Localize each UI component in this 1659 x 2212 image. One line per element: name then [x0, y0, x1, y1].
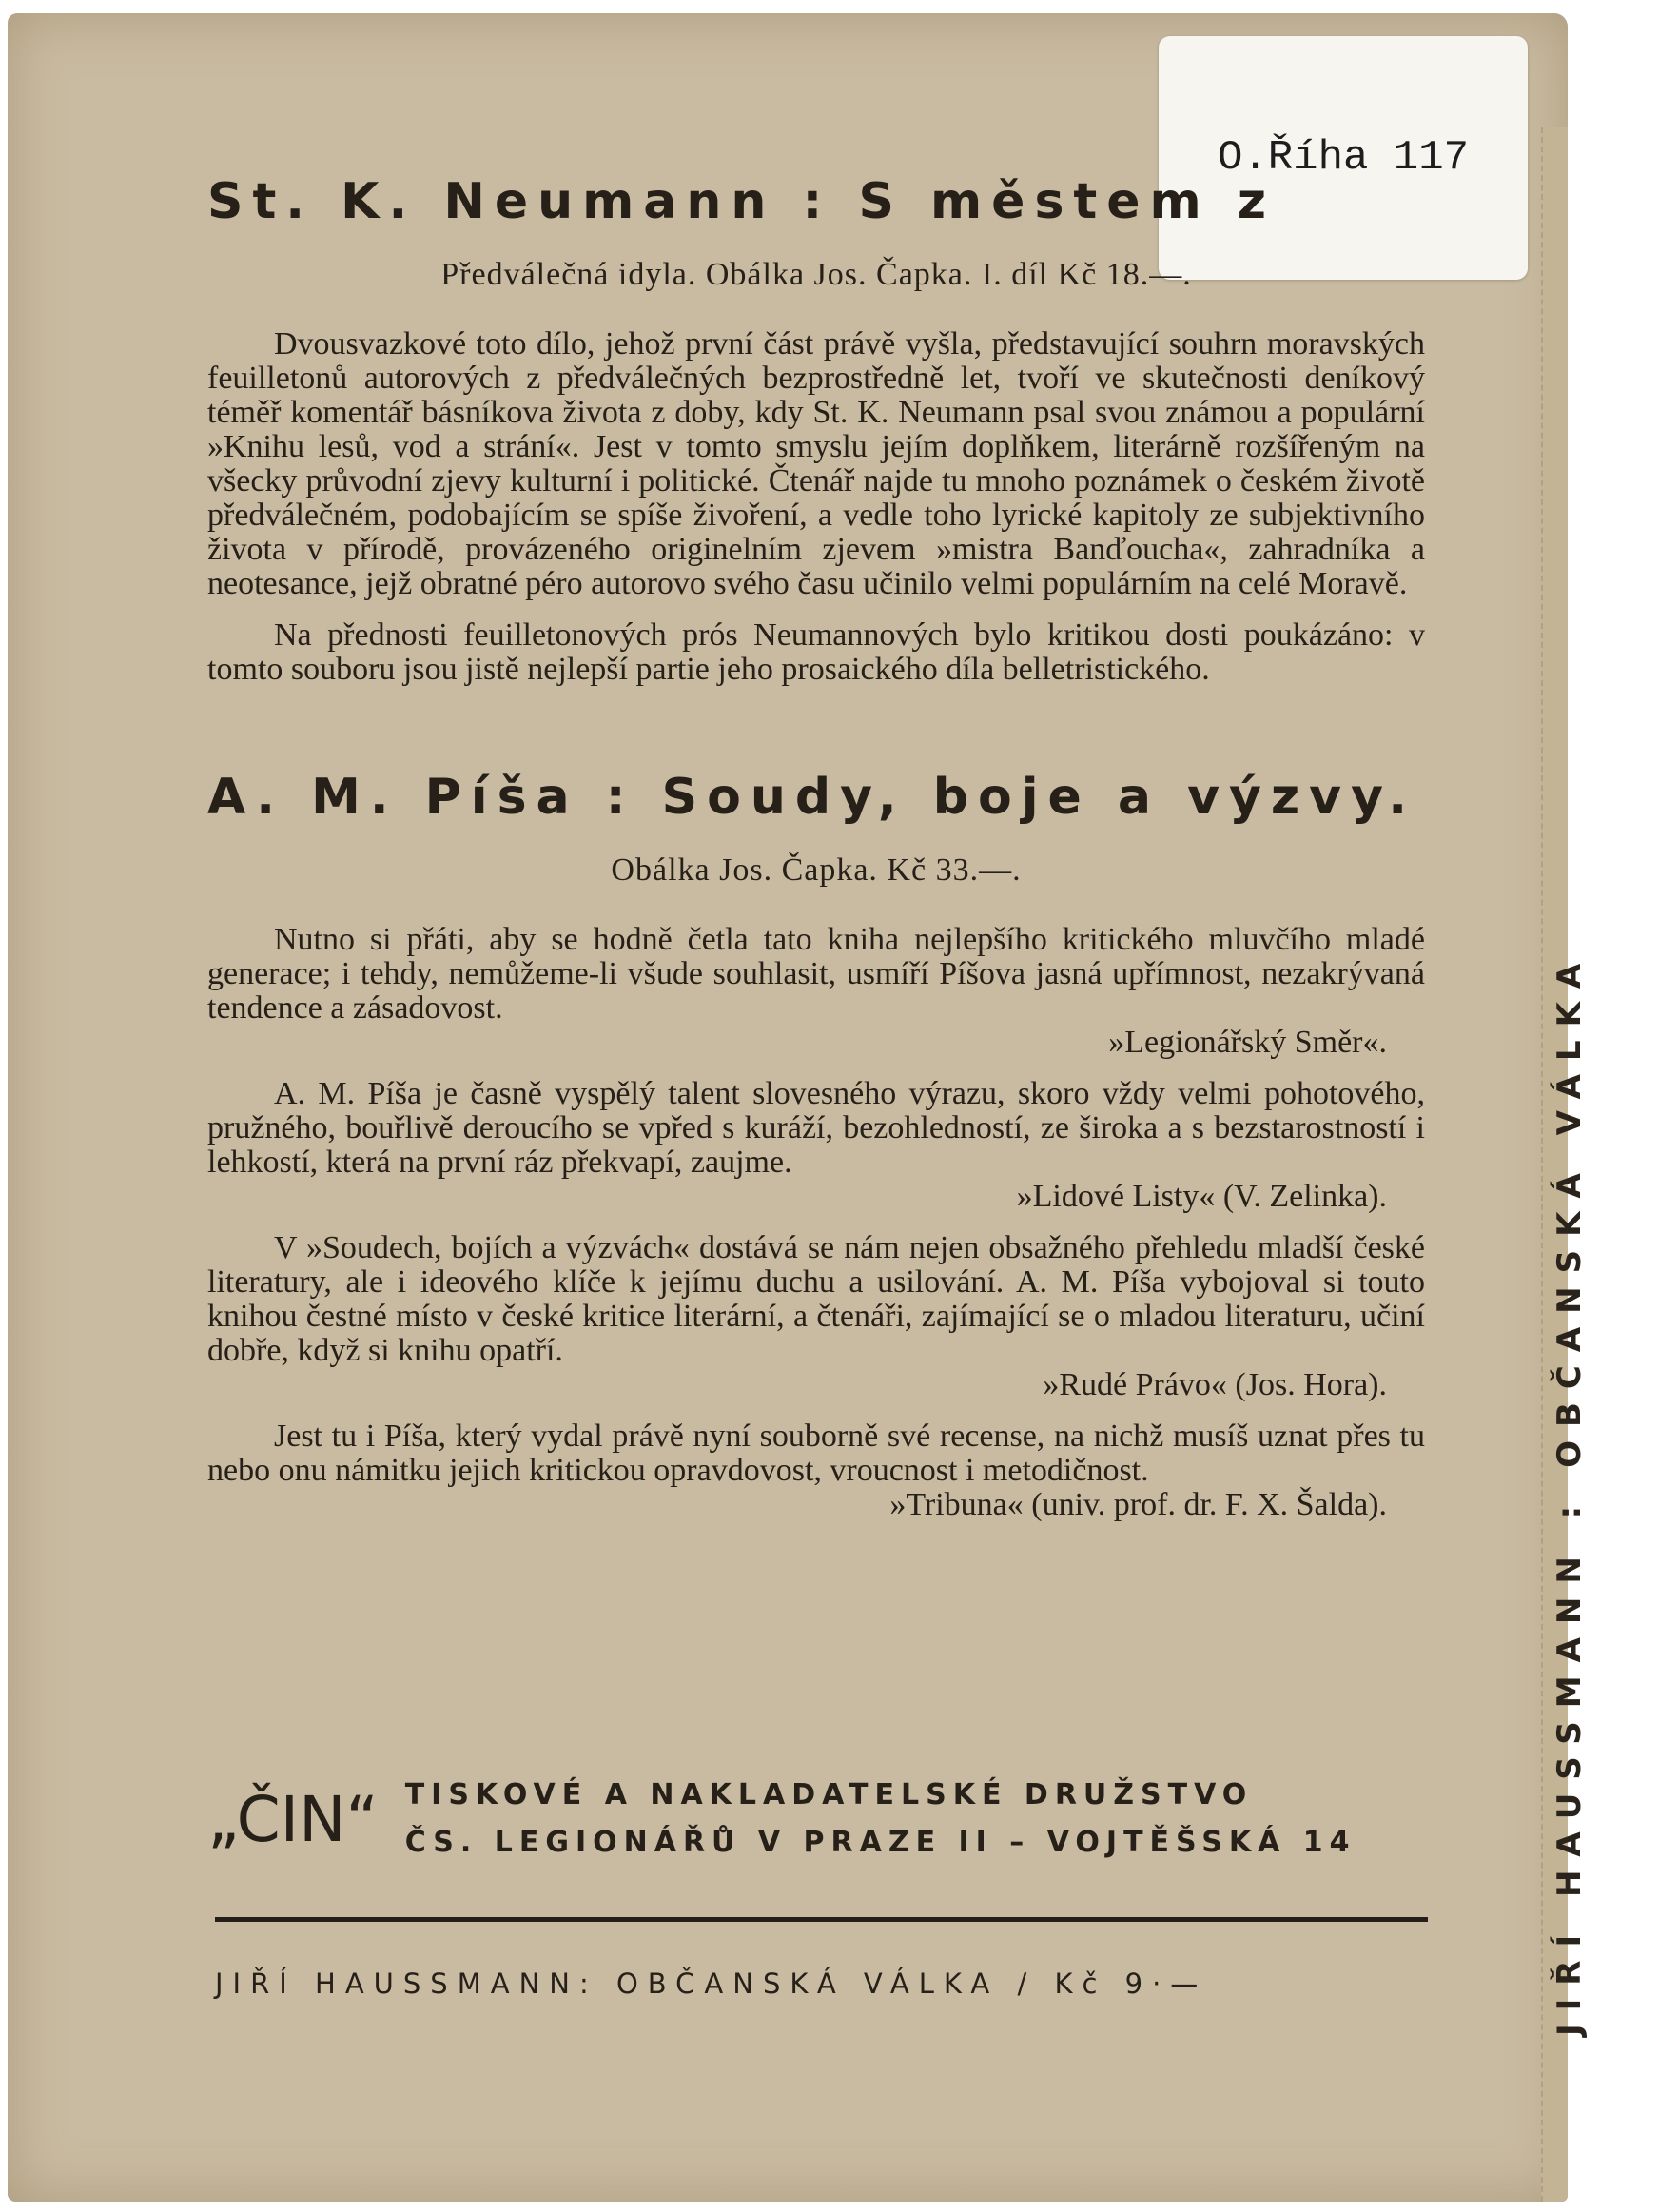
section1-paragraph-1: Dvousvazkové toto dílo, jehož první část právě vyšla, představující souhrn moravských feuilletonů autorových z předválečných bezprostředně let, tvoří ve skutečnosti deníkový téměř komentář básníkova života z doby, kdy St. K. Neumann psal svou známou a populární »Knihu lesů, vod a strání«. Jest v tomto smyslu jejím doplňkem, literárně rozšířeným na všecky průvodní zjevy kulturní i politické. Čtenář najde tu mnoho poznámek o českém životě předválečném, podobajícím se spíše živoření, a vedle toho lyrické kapitoly ze subjektivního života v přírodě, provázeného originelním zjevem »mistra Banďoucha«, zahradníka a neotesance, jejž obratné péro autorovo svého času učinilo velmi populárním na celé Moravě.	[207, 326, 1425, 601]
publisher-lines	[405, 1772, 1356, 1867]
review-2-source: »Lidové Listy« (V. Zelinka).	[1016, 1179, 1387, 1214]
review-1-source: »Legionářský Směr«.	[1108, 1025, 1387, 1060]
spine-text: JIŘÍ HAUSSMANN : OBČANSKÁ VÁLKA	[1551, 949, 1589, 2036]
section1-title: St. K. Neumann : S městem z	[207, 173, 1277, 230]
publisher-logo: „ČIN“	[207, 1782, 379, 1856]
review-2-text: A. M. Píša je časně vyspělý talent slovesného výrazu, skoro vždy velmi pohotového, pružného, bouřlivě deroucího se vpřed s kuráží, bezohledností, ze široka a s bezstarostností i lehkostí, která na první ráz překvapí, zaujme.	[207, 1076, 1425, 1180]
review-3-source: »Rudé Právo« (Jos. Hora).	[1043, 1367, 1387, 1402]
section2-title: A. M. Píša : Soudy, boje a výzvy.	[207, 769, 1416, 826]
review-4-source: »Tribuna« (univ. prof. dr. F. X. Šalda).	[889, 1487, 1387, 1522]
main-content	[207, 173, 1425, 1522]
publisher-block	[207, 1772, 1435, 1867]
review-3-text: V »Soudech, bojích a výzvách« dostává se nám nejen obsažného přehledu mladší české literatury, ale i ideového klíče k jejímu duchu a usilování. A. M. Píša vybojoval si touto knihou čestné místo v české kritice literární, a čtenáři, zajímající se o mladou literaturu, učiní dobře, když si knihu opatří.	[207, 1230, 1425, 1368]
publisher-line-1: TISKOVÉ A NAKLADATELSKÉ DRUŽSTVO	[404, 1778, 1254, 1811]
divider-rule	[215, 1917, 1428, 1922]
footer-title-price: JIŘÍ HAUSSMANN: OBČANSKÁ VÁLKA / Kč 9·—	[215, 1967, 1208, 2000]
review-4-text: Jest tu i Píša, který vydal právě nyní souborně své recense, na nichž musíš uznat přes tu nebo onu námitku jejich kritickou opravdovost, vroucnost i metodičnost.	[207, 1419, 1425, 1488]
section1-subtitle: Předválečná idyla. Obálka Jos. Čapka. I. díl Kč 18.—.	[440, 257, 1192, 292]
review-1-text: Nutno si přáti, aby se hodně četla tato kniha nejlepšího kritického mluvčího mladé generace; i tehdy, nemůžeme-li všude souhlasit, usmíří Píšova jasná upřímnost, nezakrývaná tendence a zásadovost.	[207, 922, 1425, 1026]
section1-paragraph-2: Na přednosti feuilletonových prós Neumannových bylo kritikou dosti poukázáno: v tomto souboru jsou jistě nejlepší partie jeho prosaického díla belletristického.	[207, 617, 1425, 687]
section2-subtitle: Obálka Jos. Čapka. Kč 33.—.	[611, 852, 1022, 888]
catalog-label-text: O.Říha 117	[1217, 134, 1470, 182]
publisher-line-2: ČS. LEGIONÁŘŮ V PRAZE II – VOJTĚŠSKÁ 14	[404, 1826, 1356, 1859]
